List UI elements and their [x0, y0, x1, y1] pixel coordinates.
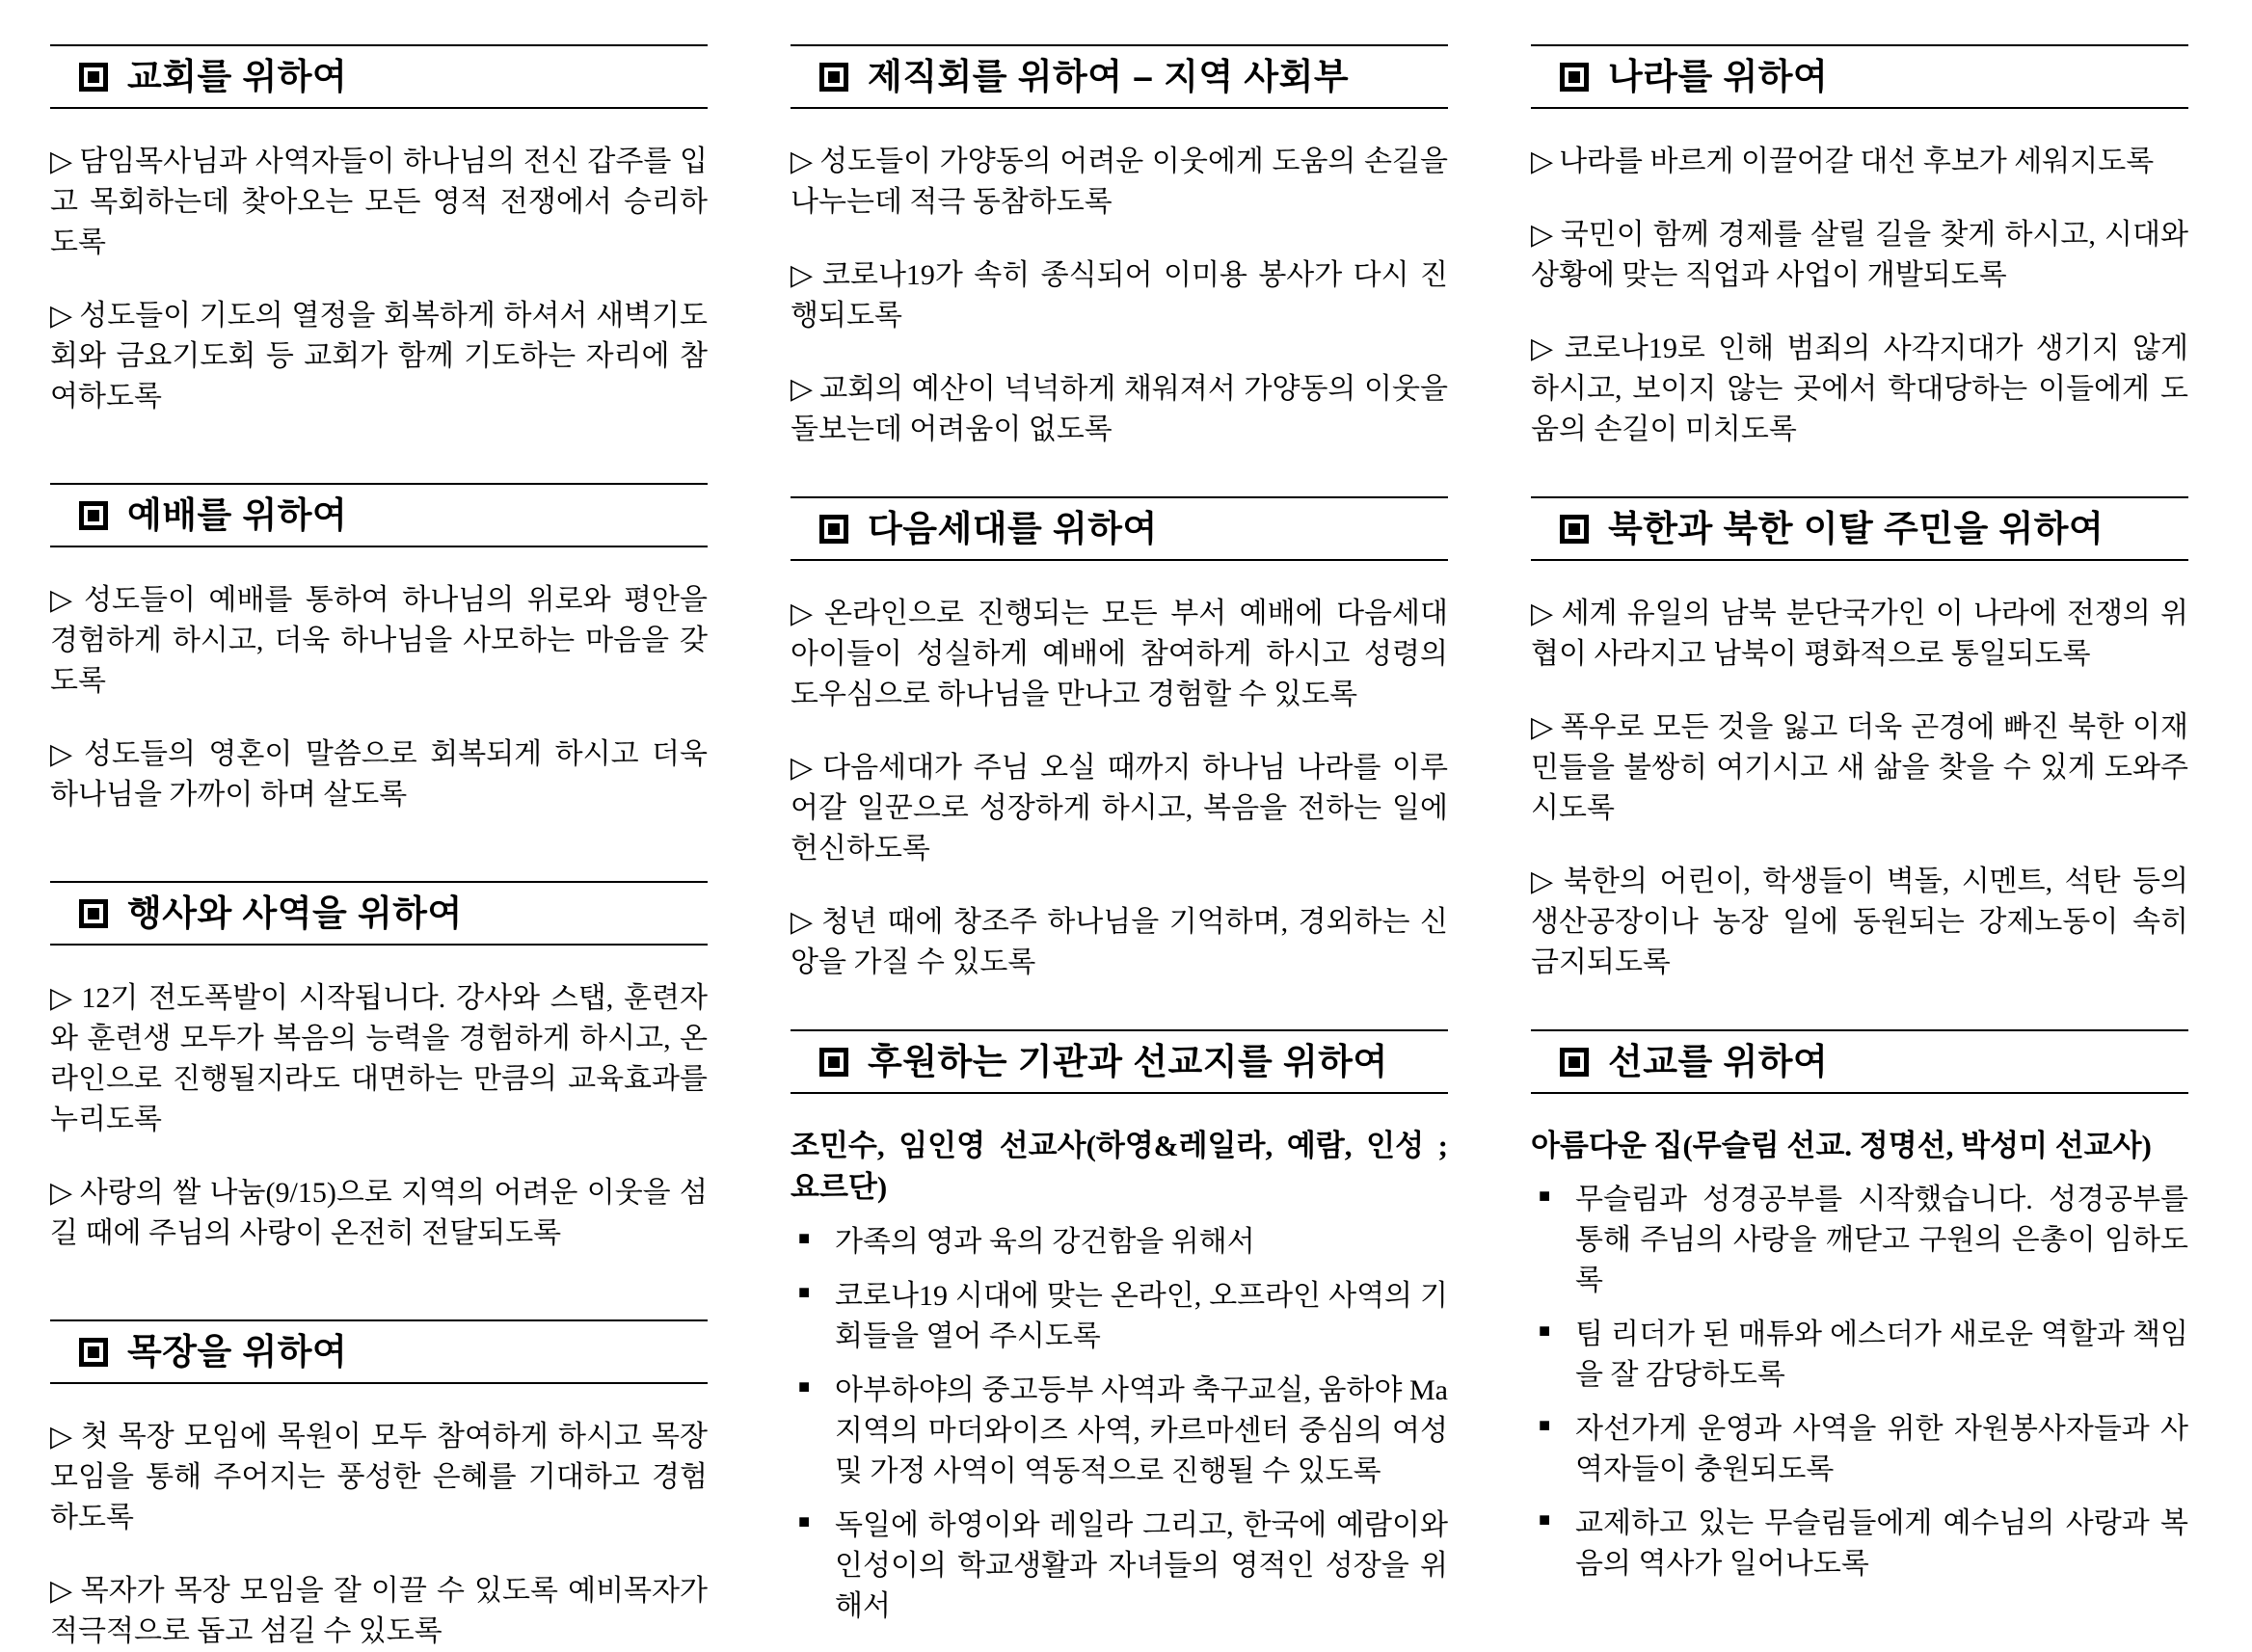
prayer-item — [50, 142, 708, 263]
prayer-item — [791, 902, 1448, 983]
sub-prayer-text: 자선가게 운영과 사역을 위한 자원봉사자들과 사역자들이 충원되도록 — [1575, 1413, 2188, 1486]
triangle-bullet-icon: ▷ — [50, 1177, 74, 1209]
section-mokjang — [50, 1319, 708, 1652]
section-next-generation — [791, 496, 1448, 983]
section-header — [791, 44, 1448, 109]
prayer-text: 폭우로 모든 것을 잃고 더욱 곤경에 빠진 북한 이재민들을 불쌍히 여기시고 새 삶을 찾을 수 있게 도와주시도록 — [1531, 711, 2188, 824]
missionary-subtitle: 조민수, 임인영 선교사(하영&레일라, 예람, 인성 ; 요르단) — [791, 1129, 1448, 1205]
sub-prayer-text: 교제하고 있는 무슬림들에게 예수님의 사랑과 복음의 역사가 일어나도록 — [1575, 1507, 2188, 1581]
section-missions — [1531, 1029, 2188, 1585]
section-header — [50, 1319, 708, 1384]
triangle-bullet-icon: ▷ — [1531, 598, 1556, 629]
section-marker-icon — [819, 63, 848, 92]
prayer-item — [791, 369, 1448, 450]
prayer-text: 목자가 목장 모임을 잘 이끌 수 있도록 예비목자가 적극적으로 돕고 섬길 수 있도록 — [50, 1575, 708, 1647]
square-bullet-icon: ■ — [1539, 1509, 1551, 1532]
section-events-ministry — [50, 881, 708, 1254]
triangle-bullet-icon: ▷ — [1531, 711, 1555, 743]
prayer-text: 코로나19로 인해 범죄의 사각지대가 생기지 않게 하시고, 보이지 않는 곳에서 학대당하는 이들에게 도움의 손길이 미치도록 — [1531, 333, 2188, 445]
triangle-bullet-icon: ▷ — [791, 906, 817, 938]
missionary-subtitle: 아름다운 집(무슬림 선교. 정명선, 박성미 선교사) — [1531, 1129, 2152, 1162]
section-header — [791, 1029, 1448, 1094]
prayer-item — [50, 1571, 708, 1652]
prayer-text: 나라를 바르게 이끌어갈 대선 후보가 세워지도록 — [1559, 146, 2155, 177]
square-bullet-icon: ■ — [798, 1281, 811, 1303]
prayer-text: 교회의 예산이 넉넉하게 채워져서 가양동의 이웃을 돌보는데 어려움이 없도록 — [791, 373, 1448, 445]
prayer-item — [50, 296, 708, 417]
section-header — [791, 496, 1448, 561]
section-title: 다음세대를 위하여 — [868, 509, 1158, 548]
prayer-item — [791, 255, 1448, 336]
prayer-text: 온라인으로 진행되는 모든 부서 예배에 다음세대 아이들이 성실하게 예배에 참여하게 하시고 성령의 도우심으로 하나님을 만나고 경험할 수 있도록 — [791, 598, 1448, 710]
sub-prayer-text: 팀 리더가 된 매튜와 에스더가 새로운 역할과 책임을 잘 감당하도록 — [1575, 1319, 2188, 1392]
prayer-text: 성도들이 가양동의 어려운 이웃에게 도움의 손길을 나누는데 적극 동참하도록 — [791, 146, 1448, 218]
section-title: 행사와 사역을 위하여 — [127, 893, 463, 933]
sub-prayer-text: 코로나19 시대에 맞는 온라인, 오프라인 사역의 기회들을 열어 주시도록 — [835, 1279, 1448, 1352]
section-marker-icon — [1560, 1048, 1589, 1077]
section-marker-icon — [819, 1048, 848, 1077]
prayer-text: 세계 유일의 남북 분단국가인 이 나라에 전쟁의 위협이 사라지고 남북이 평화적으로 통일되도록 — [1531, 598, 2188, 670]
column-2 — [791, 44, 1449, 1622]
triangle-bullet-icon: ▷ — [1531, 866, 1559, 897]
sub-prayer-item — [791, 1371, 1448, 1492]
triangle-bullet-icon: ▷ — [50, 738, 79, 770]
sub-prayer-item — [1531, 1180, 2188, 1301]
section-title: 선교를 위하여 — [1608, 1042, 1829, 1081]
prayer-item — [1531, 329, 2188, 450]
section-deacons-local-social — [791, 44, 1448, 450]
square-bullet-icon: ■ — [798, 1227, 811, 1249]
prayer-text: 청년 때에 창조주 하나님을 기억하며, 경외하는 신앙을 가질 수 있도록 — [791, 906, 1448, 978]
section-header — [50, 483, 708, 547]
prayer-text: 성도들이 기도의 열정을 회복하게 하셔서 새벽기도회와 금요기도회 등 교회가 함께 기도하는 자리에 참여하도록 — [50, 300, 708, 413]
prayer-text: 12기 전도폭발이 시작됩니다. 강사와 스탭, 훈련자와 훈련생 모두가 복음의 능력을 경험하게 하시고, 온라인으로 진행될지라도 대면하는 만큼의 교육효과를 누리도록 — [50, 982, 708, 1135]
prayer-item — [1531, 594, 2188, 675]
section-worship — [50, 483, 708, 815]
triangle-bullet-icon: ▷ — [1531, 219, 1555, 251]
prayer-text: 국민이 함께 경제를 살릴 길을 찾게 하시고, 시대와 상황에 맞는 직업과 사업이 개발되도록 — [1531, 219, 2188, 291]
section-marker-icon — [79, 1338, 108, 1367]
prayer-item — [50, 1173, 708, 1254]
column-1 — [50, 44, 708, 1647]
prayer-item — [50, 580, 708, 702]
prayer-text: 첫 목장 모임에 목원이 모두 참여하게 하시고 목장 모임을 통해 주어지는 풍성한 은혜를 기대하고 경험하도록 — [50, 1421, 708, 1533]
section-marker-icon — [79, 501, 108, 530]
prayer-item — [1531, 215, 2188, 296]
section-title: 북한과 북한 이탈 주민을 위하여 — [1608, 509, 2105, 548]
triangle-bullet-icon: ▷ — [50, 1575, 75, 1607]
triangle-bullet-icon: ▷ — [791, 146, 815, 177]
section-title: 교회를 위하여 — [127, 57, 348, 96]
section-nation — [1531, 44, 2188, 450]
sub-prayer-item — [1531, 1504, 2188, 1585]
column-3 — [1531, 44, 2188, 1592]
sub-prayer-item — [1531, 1315, 2188, 1396]
section-marker-icon — [1560, 515, 1589, 544]
section-marker-icon — [79, 899, 108, 928]
section-header — [50, 881, 708, 946]
triangle-bullet-icon: ▷ — [791, 598, 819, 629]
prayer-text: 코로나19가 속히 종식되어 이미용 봉사가 다시 진행되도록 — [791, 259, 1449, 332]
prayer-text: 사랑의 쌀 나눔(9/15)으로 지역의 어려운 이웃을 섬길 때에 주님의 사랑이 온전히 전달되도록 — [50, 1177, 708, 1249]
section-header — [50, 44, 708, 109]
prayer-item — [1531, 142, 2188, 182]
prayer-text: 담임목사님과 사역자들이 하나님의 전신 갑주를 입고 목회하는데 찾아오는 모든 영적 전쟁에서 승리하도록 — [50, 146, 708, 258]
prayer-item — [50, 734, 708, 815]
square-bullet-icon: ■ — [1539, 1415, 1551, 1437]
square-bullet-icon: ■ — [1539, 1320, 1551, 1343]
prayer-item — [50, 1417, 708, 1538]
section-north-korea — [1531, 496, 2188, 983]
prayer-item — [791, 142, 1448, 223]
section-title: 나라를 위하여 — [1608, 57, 1829, 96]
triangle-bullet-icon: ▷ — [50, 146, 74, 177]
sub-prayer-text: 독일에 하영이와 레일라 그리고, 한국에 예람이와 인성이의 학교생활과 자녀들의 영적인 성장을 위해서 — [835, 1508, 1448, 1622]
sub-prayer-text: 아부하야의 중고등부 사역과 축구교실, 움하야 Ma지역의 마더와이즈 사역, 카르마센터 중심의 여성 및 가정 사역이 역동적으로 진행될 수 있도록 — [835, 1373, 1448, 1487]
prayer-item — [791, 748, 1448, 869]
prayer-text: 북한의 어린이, 학생들이 벽돌, 시멘트, 석탄 등의 생산공장이나 농장 일에 동원되는 강제노동이 속히 금지되도록 — [1531, 866, 2188, 978]
prayer-item — [1531, 862, 2188, 983]
square-bullet-icon: ■ — [1539, 1186, 1551, 1208]
triangle-bullet-icon: ▷ — [50, 1421, 75, 1452]
triangle-bullet-icon: ▷ — [791, 373, 815, 405]
section-church — [50, 44, 708, 417]
triangle-bullet-icon: ▷ — [50, 300, 74, 332]
section-marker-icon — [1560, 63, 1589, 92]
section-title: 제직회를 위하여 – 지역 사회부 — [868, 57, 1350, 96]
triangle-bullet-icon: ▷ — [791, 259, 817, 291]
section-title: 예배를 위하여 — [127, 495, 348, 535]
prayer-item — [1531, 707, 2188, 829]
section-supported-missions — [791, 1029, 1448, 1627]
sub-prayer-item — [791, 1222, 1448, 1263]
sub-prayer-item — [791, 1276, 1448, 1357]
section-header — [1531, 496, 2188, 561]
prayer-text: 다음세대가 주님 오실 때까지 하나님 나라를 이루어갈 일꾼으로 성장하게 하시고, 복음을 전하는 일에 헌신하도록 — [791, 752, 1448, 865]
triangle-bullet-icon: ▷ — [50, 982, 76, 1014]
sub-prayer-text: 가족의 영과 육의 강건함을 위해서 — [835, 1225, 1255, 1258]
section-title: 후원하는 기관과 선교지를 위하여 — [868, 1042, 1388, 1081]
section-title: 목장을 위하여 — [127, 1332, 348, 1372]
sub-prayer-item — [1531, 1409, 2188, 1490]
triangle-bullet-icon: ▷ — [1531, 333, 1559, 364]
sub-prayer-text: 무슬림과 성경공부를 시작했습니다. 성경공부를 통해 주님의 사랑을 깨닫고 구원의 은총이 임하도록 — [1575, 1184, 2188, 1297]
triangle-bullet-icon: ▷ — [791, 752, 818, 784]
section-marker-icon — [79, 63, 108, 92]
prayer-item — [50, 978, 708, 1140]
section-header — [1531, 44, 2188, 109]
sub-prayer-item — [791, 1505, 1448, 1627]
section-marker-icon — [819, 515, 848, 544]
triangle-bullet-icon: ▷ — [50, 584, 79, 616]
prayer-text: 성도들이 예배를 통하여 하나님의 위로와 평안을 경험하게 하시고, 더욱 하나님을 사모하는 마음을 갖도록 — [50, 584, 708, 697]
triangle-bullet-icon: ▷ — [1531, 146, 1554, 177]
square-bullet-icon: ■ — [798, 1510, 811, 1532]
square-bullet-icon: ■ — [798, 1375, 811, 1398]
prayer-item — [791, 594, 1448, 715]
prayer-text: 성도들의 영혼이 말씀으로 회복되게 하시고 더욱 하나님을 가까이 하며 살도록 — [50, 738, 708, 811]
section-header — [1531, 1029, 2188, 1094]
